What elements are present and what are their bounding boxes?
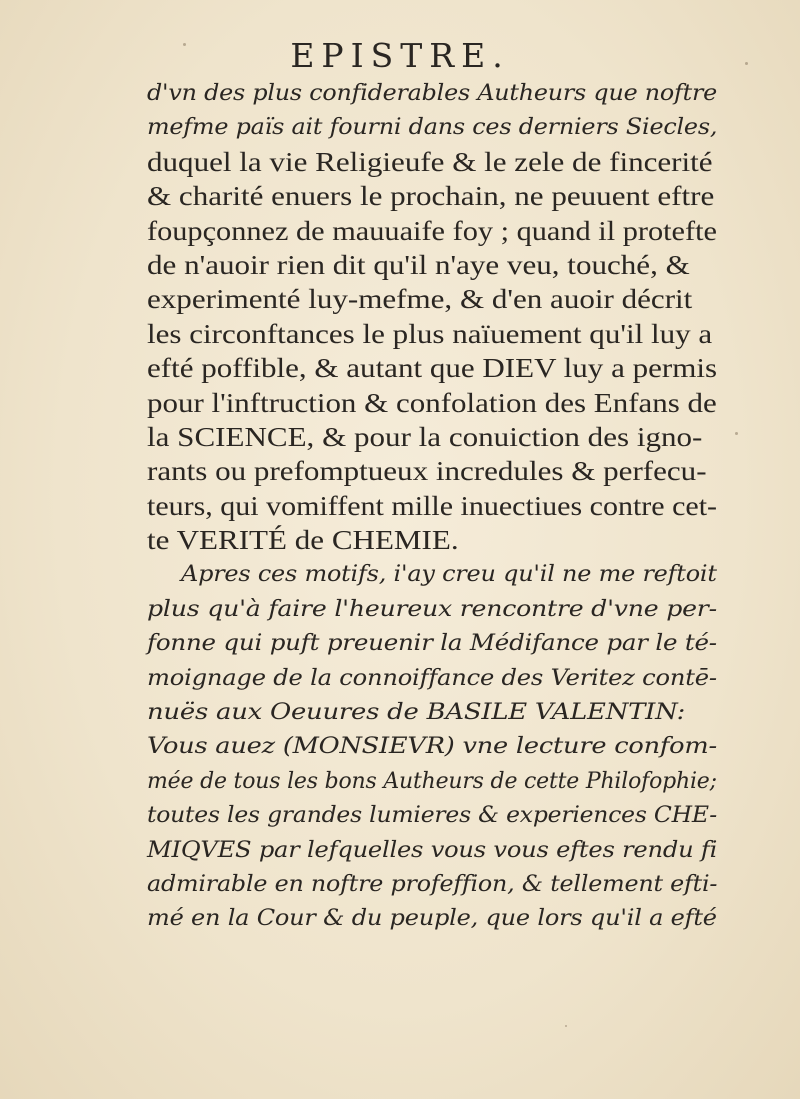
text-line: les circonftances le plus naïuement qu'il luy a xyxy=(147,318,713,349)
epistle-text-block xyxy=(147,76,717,936)
text-line: de n'auoir rien dit qu'il n'aye veu, touché, & xyxy=(147,249,690,280)
text-line: moignage de la connoiffance des Veritez contē- xyxy=(147,664,717,691)
paper-speck xyxy=(735,432,738,435)
paper-speck xyxy=(745,62,748,65)
text-line: & charité enuers le prochain, ne peuuent eftre xyxy=(147,181,715,212)
text-line: Vous auez (MONSIEVR) vne lecture confom- xyxy=(147,733,717,760)
text-line: pour l'inftruction & confolation des Enfans de xyxy=(147,387,717,418)
text-line: nuës aux Oeuures de BASILE VALENTIN: xyxy=(147,699,686,726)
text-line: mé en la Cour & du peuple, que lors qu'il a efté xyxy=(147,905,717,932)
text-line: foupçonnez de mauuaife foy ; quand il protefte xyxy=(147,215,717,246)
text-line: la SCIENCE, & pour la conuiction des igno- xyxy=(147,421,703,452)
text-line: te VERITÉ de CHEMIE. xyxy=(147,525,459,556)
text-line: plus qu'à faire l'heureux rencontre d'vne per- xyxy=(147,595,717,622)
text-line: fonne qui puft preuenir la Médifance par le té- xyxy=(147,630,717,657)
text-line: mefme païs ait fourni dans ces derniers Siecles, xyxy=(147,114,718,141)
paper-speck xyxy=(183,43,186,46)
text-line: rants ou prefomptueux incredules & perfecu- xyxy=(147,456,707,487)
text-line: experimenté luy-mefme, & d'en auoir décrit xyxy=(147,284,693,315)
text-line: toutes les grandes lumieres & experiences CHE- xyxy=(147,802,717,829)
text-line: MIQVES par lefquelles vous vous eftes rendu fi xyxy=(147,836,718,863)
paper-speck xyxy=(565,1025,567,1027)
running-head: EPISTRE. xyxy=(290,36,510,75)
text-line: admirable en noftre profeffion, & tellement efti- xyxy=(147,870,718,897)
text-line: teurs, qui vomiffent mille inuectiues contre cet- xyxy=(147,490,718,521)
text-line: mée de tous les bons Autheurs de cette Philofophie; xyxy=(147,767,717,794)
text-line: efté poffible, & autant que DIEV luy a permis xyxy=(147,353,718,384)
paragraph-start-line: Apres ces motifs, i'ay creu qu'il ne me reftoit xyxy=(181,561,717,588)
text-line: duquel la vie Religieufe & le zele de fincerité xyxy=(147,146,713,177)
text-line: d'vn des plus confiderables Autheurs que noftre xyxy=(147,80,718,106)
